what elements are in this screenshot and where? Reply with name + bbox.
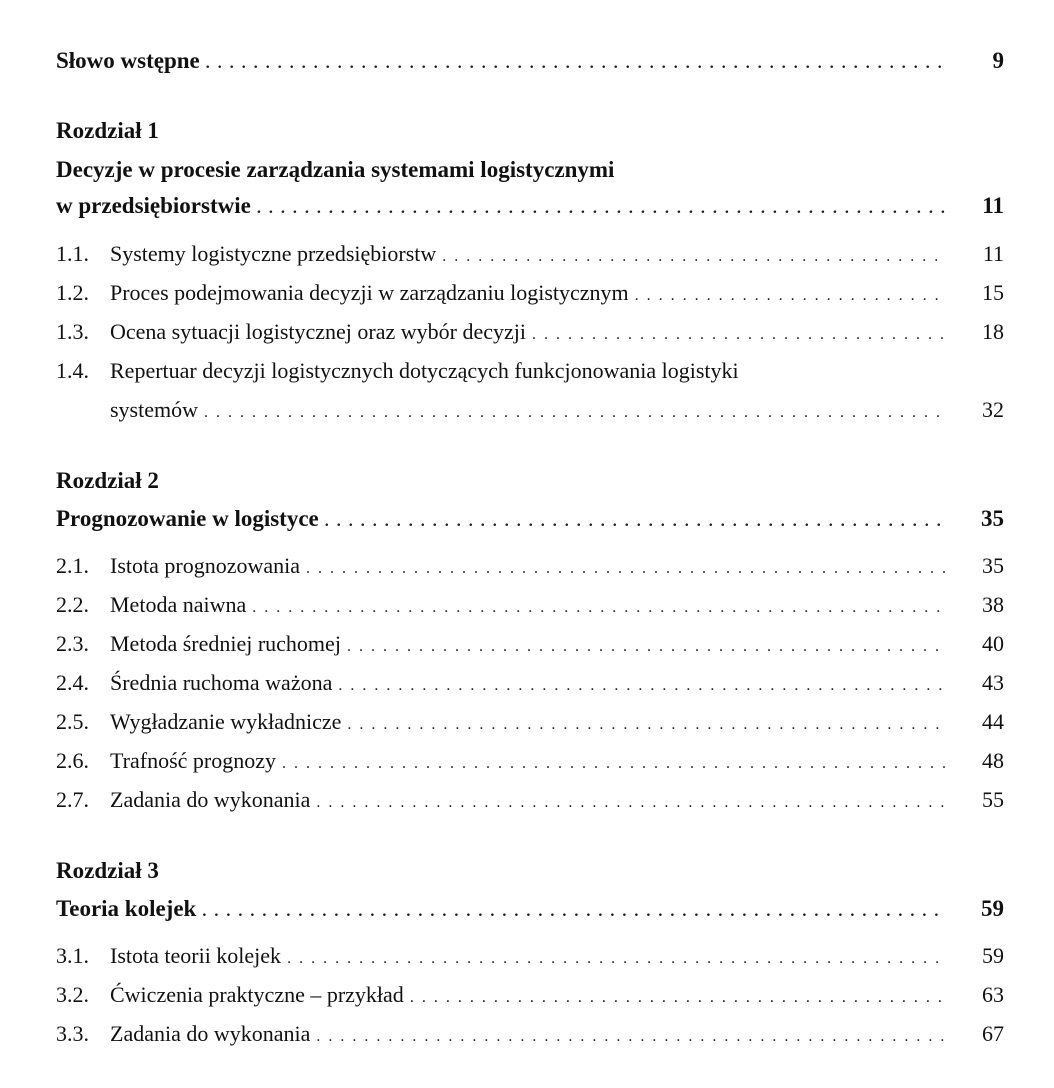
section-number: 3.1. xyxy=(56,943,89,968)
section-number: 2.1. xyxy=(56,553,89,578)
leader-dots xyxy=(338,677,946,695)
section-title: Systemy logistyczne przedsiębiorstw xyxy=(110,241,437,266)
section-title: Zadania do wykonania xyxy=(110,787,311,812)
toc-page-number: 35 xyxy=(982,553,1004,578)
section-title: Proces podejmowania decyzji w zarządzaniu logistycznym xyxy=(110,280,629,305)
toc-page-number: 67 xyxy=(982,1021,1004,1046)
chapter-title: Prognozowanie w logistyce xyxy=(56,506,319,531)
leader-dots xyxy=(325,513,946,531)
toc-page-number: 15 xyxy=(982,280,1004,305)
leader-dots xyxy=(635,287,946,305)
leader-dots xyxy=(252,599,946,617)
section-title: Istota prognozowania xyxy=(110,553,300,578)
toc-entry-title: Słowo wstępne xyxy=(56,48,200,73)
section-title-cont: systemów xyxy=(110,397,198,422)
toc-entry xyxy=(56,670,1004,704)
leader-dots xyxy=(316,1028,946,1046)
toc-entry xyxy=(56,709,1004,743)
toc-entry xyxy=(56,280,1004,314)
toc-page-number: 43 xyxy=(982,670,1004,695)
toc-entry xyxy=(56,358,1004,392)
section-title: Istota teorii kolejek xyxy=(110,943,282,968)
leader-dots xyxy=(282,755,946,773)
section-number: 3.3. xyxy=(56,1021,89,1046)
toc-page-number: 32 xyxy=(982,397,1004,422)
toc-entry xyxy=(56,592,1004,626)
section-number: 2.3. xyxy=(56,631,89,656)
section-title: Metoda średniej ruchomej xyxy=(110,631,341,656)
leader-dots xyxy=(316,794,946,812)
toc-entry xyxy=(56,553,1004,587)
chapter-label: Rozdział 3 xyxy=(56,858,159,883)
section-number: 2.6. xyxy=(56,748,89,773)
section-number: 2.4. xyxy=(56,670,89,695)
toc-page-number: 59 xyxy=(982,943,1004,968)
leader-dots xyxy=(347,638,946,656)
section-title: Trafność prognozy xyxy=(110,748,276,773)
toc-page-number: 38 xyxy=(982,592,1004,617)
leader-dots xyxy=(532,326,946,344)
toc-entry xyxy=(56,943,1004,977)
toc-page-number: 11 xyxy=(982,193,1004,218)
leader-dots xyxy=(257,200,946,218)
leader-dots xyxy=(202,903,946,921)
toc-page-number: 63 xyxy=(982,982,1004,1007)
section-title: Metoda naiwna xyxy=(110,592,247,617)
section-number: 1.4. xyxy=(56,358,89,383)
leader-dots xyxy=(306,560,946,578)
toc-page-number: 9 xyxy=(992,48,1004,73)
section-title: Średnia ruchoma ważona xyxy=(110,670,333,695)
section-number: 2.2. xyxy=(56,592,89,617)
toc-entry-chapter-1 xyxy=(56,193,1004,227)
chapter-label: Rozdział 2 xyxy=(56,468,159,493)
section-title: Wygładzanie wykładnicze xyxy=(110,709,342,734)
leader-dots xyxy=(347,716,946,734)
section-number: 2.5. xyxy=(56,709,89,734)
section-number: 1.1. xyxy=(56,241,89,266)
section-number: 3.2. xyxy=(56,982,89,1007)
toc-page-number: 48 xyxy=(982,748,1004,773)
section-number: 2.7. xyxy=(56,787,89,812)
section-title: Ocena sytuacji logistycznej oraz wybór decyzji xyxy=(110,319,527,344)
leader-dots xyxy=(206,55,946,73)
chapter-title: Teoria kolejek xyxy=(56,896,197,921)
toc-page-number: 35 xyxy=(981,506,1004,531)
toc-page-number: 18 xyxy=(982,319,1004,344)
section-title: Repertuar decyzji logistycznych dotyczących funkcjonowania logistyki xyxy=(110,358,739,383)
toc-entry xyxy=(56,748,1004,782)
leader-dots xyxy=(287,950,946,968)
section-title: Ćwiczenia praktyczne – przykład xyxy=(110,982,404,1007)
toc-entry xyxy=(56,241,1004,275)
chapter-label: Rozdział 1 xyxy=(56,118,159,143)
leader-dots xyxy=(410,989,946,1007)
toc-entry-cont xyxy=(56,397,1004,431)
toc-page-number: 59 xyxy=(981,896,1004,921)
section-number: 1.2. xyxy=(56,280,89,305)
toc-entry xyxy=(56,631,1004,665)
toc-entry xyxy=(56,787,1004,821)
toc-entry xyxy=(56,982,1004,1016)
leader-dots xyxy=(204,404,946,422)
leader-dots xyxy=(442,248,946,266)
section-title: Zadania do wykonania xyxy=(110,1021,311,1046)
chapter-title-cont: w przedsiębiorstwie xyxy=(56,193,251,218)
chapter-title: Decyzje w procesie zarządzania systemami logistycznymi xyxy=(56,157,615,182)
toc-page-number: 40 xyxy=(982,631,1004,656)
toc-entry xyxy=(56,1021,1004,1055)
toc-entry-chapter-2 xyxy=(56,506,1004,540)
toc-page-number: 55 xyxy=(982,787,1004,812)
toc-page-number: 44 xyxy=(982,709,1004,734)
toc-entry xyxy=(56,319,1004,353)
toc-entry-chapter-3 xyxy=(56,896,1004,930)
section-number: 1.3. xyxy=(56,319,89,344)
toc-page-number: 11 xyxy=(982,241,1004,266)
toc-entry-preface xyxy=(56,48,1004,82)
